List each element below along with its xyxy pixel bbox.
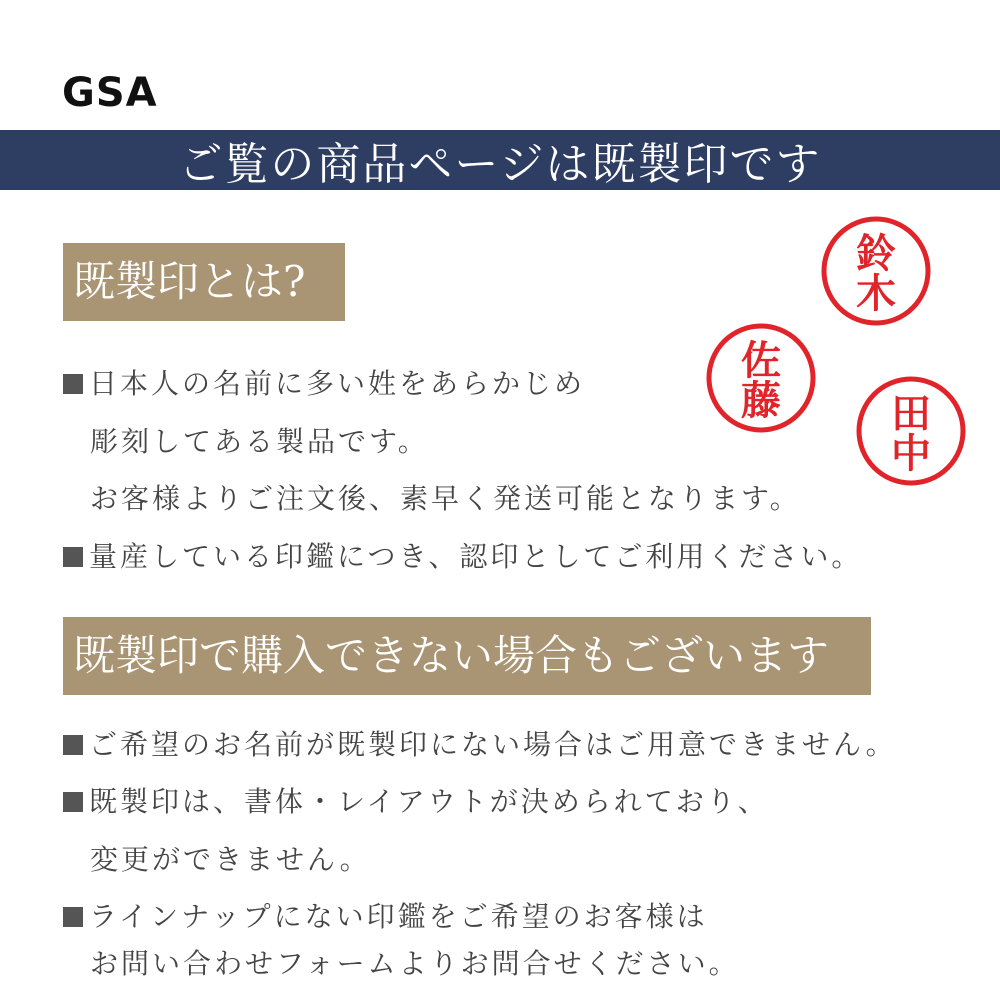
seal-char: 木 <box>856 271 896 317</box>
section-heading-cannot-purchase: 既製印で購入できない場合もございます <box>63 617 871 695</box>
note-text: 既製印は、書体・レイアウトが決められており、 <box>89 785 769 818</box>
note-line: 変更ができません。 <box>90 843 371 876</box>
note-line <box>63 535 862 575</box>
note-text: 量産している印鑑につき、認印としてご利用ください。 <box>89 540 863 573</box>
seal-stamp-tanaka <box>855 375 967 487</box>
section-heading-what-is: 既製印とは? <box>63 243 345 321</box>
banner-title: ご覧の商品ページは既製印です <box>178 139 822 190</box>
square-bullet-icon <box>63 547 83 567</box>
seal-stamp-sato <box>705 322 817 434</box>
note-line: 彫刻してある製品です。 <box>90 425 429 458</box>
square-bullet-icon <box>63 735 83 755</box>
note-line <box>63 780 769 820</box>
note-text: 日本人の名前に多い姓をあらかじめ <box>89 367 586 400</box>
note-line <box>63 362 585 402</box>
square-bullet-icon <box>63 907 83 927</box>
brand-name: GSA <box>62 70 158 116</box>
seal-char: 中 <box>891 431 931 477</box>
note-text: ラインナップにない印鑑をご希望のお客様は <box>89 900 708 933</box>
seal-char: 佐 <box>741 338 781 384</box>
page-banner <box>0 130 1000 190</box>
seal-stamp-suzuki <box>820 215 932 327</box>
note-line <box>63 723 897 763</box>
square-bullet-icon <box>63 374 83 394</box>
square-bullet-icon <box>63 792 83 812</box>
note-text: ご希望のお名前が既製印にない場合はご用意できません。 <box>89 728 897 761</box>
seal-char: 藤 <box>741 378 781 424</box>
note-line: お客様よりご注文後、素早く発送可能となります。 <box>90 482 801 515</box>
note-line <box>63 895 708 935</box>
seal-char: 田 <box>891 391 931 437</box>
seal-char: 鈴 <box>856 231 896 277</box>
note-line: お問い合わせフォームよりお問合せください。 <box>90 947 740 980</box>
